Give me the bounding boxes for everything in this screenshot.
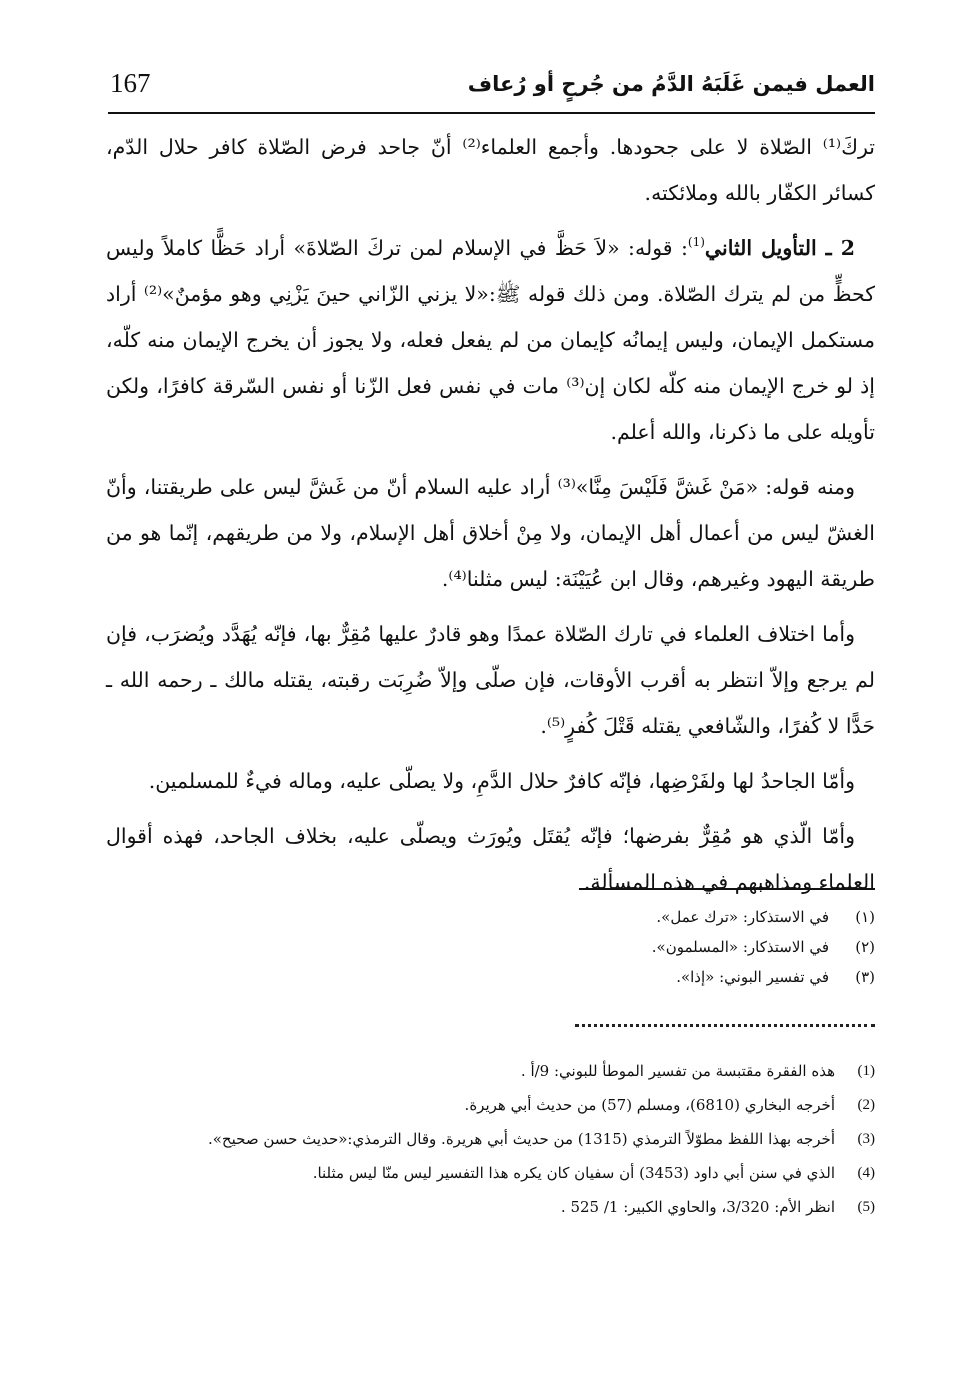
note-number: (2)	[857, 1097, 875, 1113]
note-text: هذه الفقرة مقتبسة من تفسير الموطأ للبوني: 9/أ .	[520, 1062, 835, 1080]
paragraph-2-text: : قوله: «لاَ حَظَّ في الإسلام لمن تركَ الصّلاةَ» أراد حَظًّا كاملاً وليس كحظٍّ من لم يترك الصّلاة. ومن ذلك قوله ﷺ:«لا يزني الزّاني حينَ يَزْنِي وهو مؤمنٌ»⁽²⁾ أراد مستكمل الإيمان، وليس إيمانُه كإيمان من لم يفعل فعله، ولا يجوز أن يخرج الإيمان منه كلّه، إذ لو خرج الإيمان منه كلّه لكان إن⁽³⁾ مات في نفس فعل الزّنا أو نفس السّرقة كافرًا، ولكن تأويله على ما ذكرنا، والله أعلم.	[106, 236, 875, 444]
source-note	[106, 1192, 875, 1223]
note-number: (٣)	[855, 968, 875, 986]
variant-notes	[106, 902, 875, 992]
running-title: العمل فيمن غَلَبَهُ الدَّمُ من جُرحٍ أو رُعاف	[467, 72, 875, 96]
note-text: أخرجه بهذا اللفظ مطوّلاً الترمذي (1315) من حديث أبي هريرة. وقال الترمذي:«حديث حسن صحيح».	[207, 1130, 835, 1148]
source-note	[106, 1056, 875, 1087]
paragraph-2	[106, 225, 875, 455]
note-text: في الاستذكار: «ترك عمل».	[656, 908, 829, 926]
page-header	[108, 62, 875, 114]
source-note	[106, 1124, 875, 1155]
note-number: (4)	[857, 1165, 875, 1181]
source-notes	[106, 1056, 875, 1226]
variant-note	[106, 932, 875, 962]
source-note	[106, 1090, 875, 1121]
paragraph-1: تركَ⁽¹⁾ الصّلاة لا على جحودها. وأجمع العلماء⁽²⁾ أنّ جاحد فرض الصّلاة كافر حلال الدّم، كسائر الكفّار بالله وملائكته.	[106, 135, 875, 205]
note-text: في الاستذكار: «المسلمون».	[651, 938, 829, 956]
source-note	[106, 1158, 875, 1189]
dotted-separator	[575, 1024, 875, 1027]
note-text: أخرجه البخاري (6810)، ومسلم (57) من حديث أبي هريرة.	[464, 1096, 835, 1114]
variant-note	[106, 902, 875, 932]
paragraph-3: ومنه قوله: «مَنْ غَشَّ فَلَيْسَ مِنَّا»⁽³⁾ أراد عليه السلام أنّ من غَشَّ ليس على طريقتنا، وأنّ الغشّ ليس من أعمال أهل الإيمان، ولا مِنْ أخلاق أهل الإسلام، ولا من طريقهم، إنّما هو من طريقة اليهود وغيرهم، وقال ابن عُيَيْنَة: ليس مثلنا⁽⁴⁾.	[106, 475, 875, 591]
paragraph-5: وأمّا الجاحدُ لها ولفَرْضِها، فإنّه كافرٌ حلال الدَّمِ، ولا يصلّى عليه، وماله فيءٌ للمسلمين.	[148, 769, 855, 793]
page-number: 167	[110, 68, 151, 98]
main-text	[106, 124, 875, 914]
footnote-separator	[579, 888, 875, 890]
note-number: (5)	[857, 1199, 875, 1215]
paragraph-4: وأما اختلاف العلماء في تارك الصّلاة عمدًا وهو قادرٌ عليها مُقِرٌّ بها، فإنّه يُهَدَّد ويُضرَب، فإن لم يرجع وإلاّ انتظر به أقرب الأوقات، فإن صلّى وإلاّ ضُرِبَت رقبته، يقتله مالك ـ رحمه الله ـ حَدًّا لا كُفرًا، والشّافعي يقتله قَتْلَ كُفرٍ⁽⁵⁾.	[106, 622, 875, 738]
note-number: (3)	[857, 1131, 875, 1147]
second-interpretation-heading: 2 ـ التأويل الثاني	[704, 236, 855, 260]
footnote-ref: (1)	[687, 235, 705, 249]
paragraph-6: وأمّا الّذي هو مُقِرٌّ بفرضها؛ فإنّه يُقتَل ويُورَث ويصلّى عليه، بخلاف الجاحد، فهذه أقوال العلماء ومذاهبهم في هذه المسألة.	[106, 824, 875, 894]
note-text: في تفسير البوني: «إذا».	[676, 968, 829, 986]
note-number: (٢)	[855, 938, 875, 956]
note-text: الذي في سنن أبي داود (3453) أن سفيان كان يكره هذا التفسير ليس منّا ليس مثلنا.	[312, 1164, 835, 1182]
note-text: انظر الأم: 3/320، والحاوي الكبير: 1/ 525 .	[560, 1198, 835, 1216]
note-number: (1)	[857, 1063, 875, 1079]
variant-note	[106, 962, 875, 992]
note-number: (١)	[855, 908, 875, 926]
